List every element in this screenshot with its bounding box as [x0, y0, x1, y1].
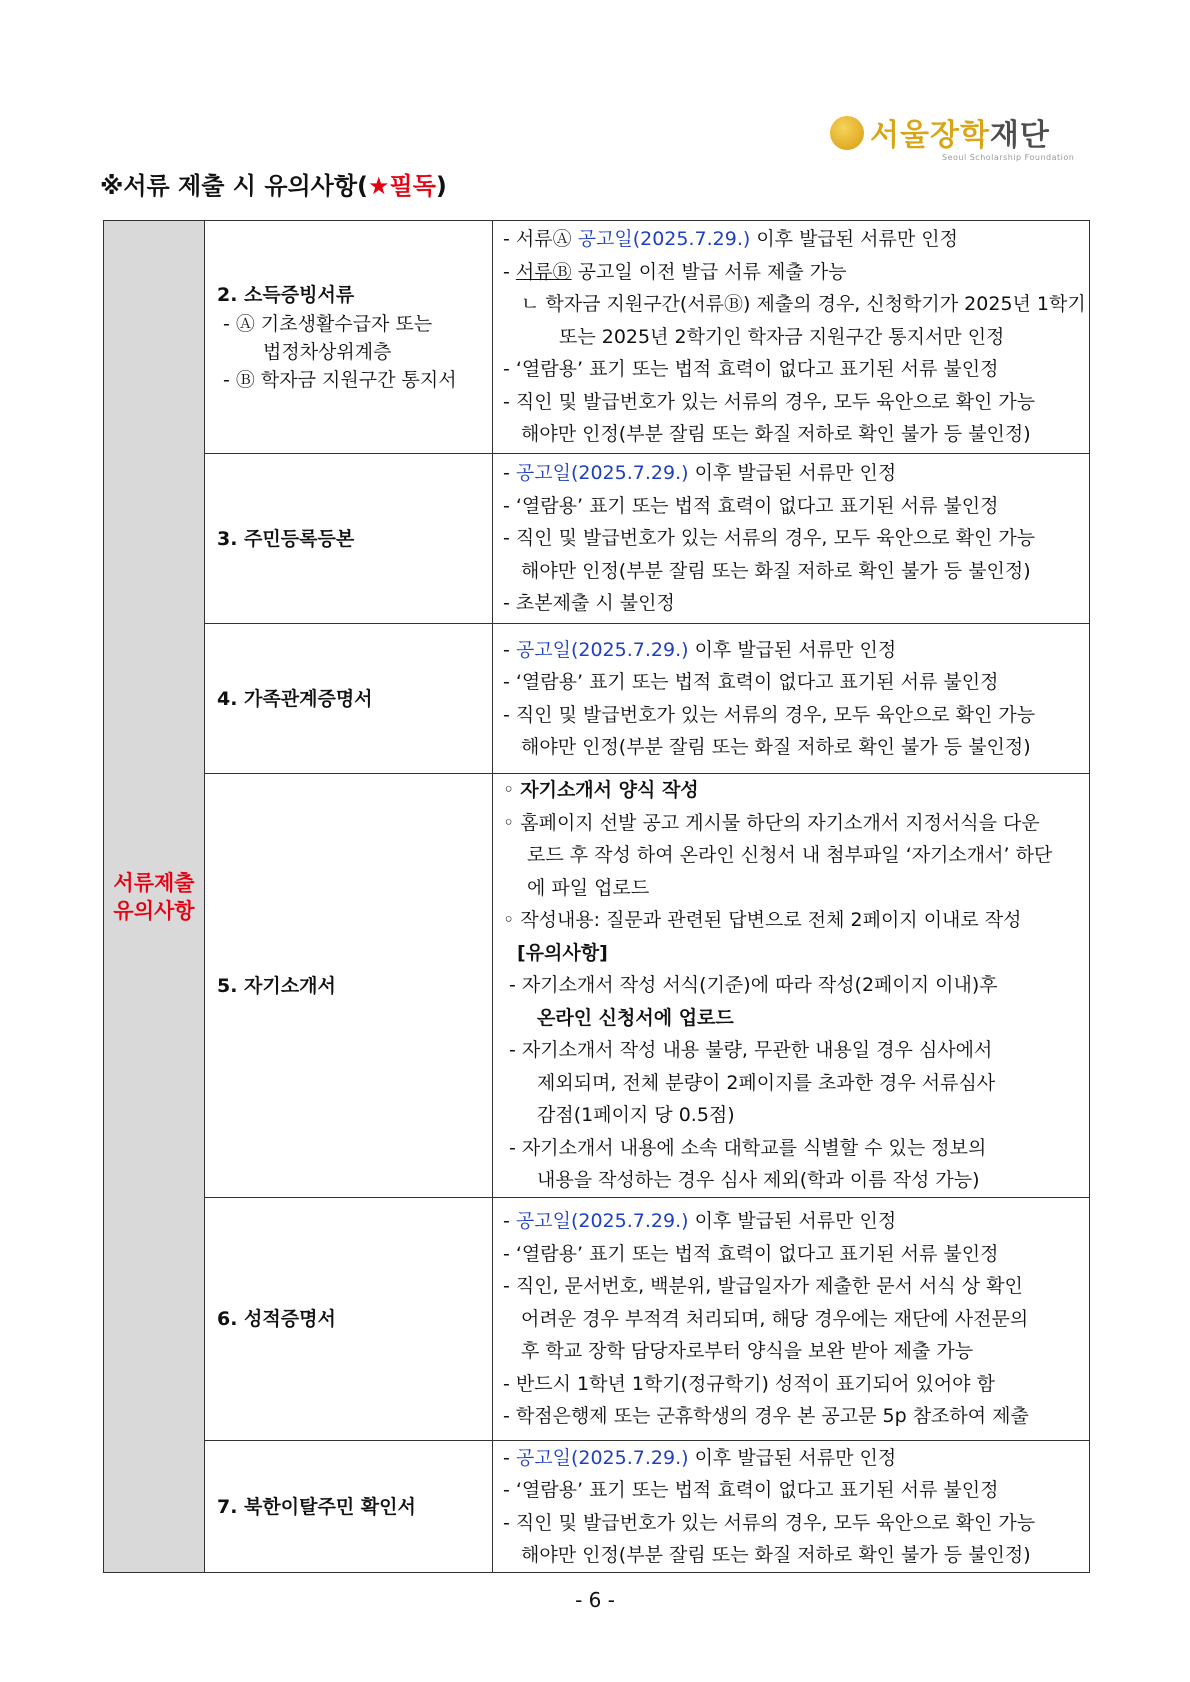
logo-seal-icon: [830, 116, 864, 150]
notice-line: 제외되며, 전체 분량이 2페이지를 초과한 경우 서류심사: [537, 1071, 996, 1094]
notice-line: - 직인 및 발급번호가 있는 서류의 경우, 모두 육안으로 확인 가능: [503, 703, 1036, 726]
notice-line: 해야만 인정(부분 잘림 또는 화질 저하로 확인 불가 등 불인정): [521, 423, 1031, 446]
logo-subtitle: Seoul Scholarship Foundation: [942, 153, 1075, 162]
notice-content-cell: [493, 454, 1090, 624]
table-row: [104, 1441, 1090, 1573]
notice-line: - 공고일(2025.7.29.) 이후 발급된 서류만 인정: [503, 1210, 897, 1233]
table-row: [104, 1198, 1090, 1441]
notice-line: [유의사항]: [517, 941, 608, 964]
document-subitem: - Ⓑ 학자금 지원구간 통지서: [223, 369, 457, 391]
notice-line: - 직인 및 발급번호가 있는 서류의 경우, 모두 육안으로 확인 가능: [503, 390, 1036, 413]
notice-line: 감점(1페이지 당 0.5점): [537, 1104, 735, 1127]
table-row: [104, 221, 1090, 454]
document-name: 4. 가족관계증명서: [217, 687, 373, 710]
foundation-logo: [830, 110, 1075, 170]
notice-line: - 직인 및 발급번호가 있는 서류의 경우, 모두 육안으로 확인 가능: [503, 1511, 1036, 1534]
page-number: - 6 -: [575, 1588, 615, 1612]
notice-line: - 자기소개서 작성 서식(기준)에 따라 작성(2페이지 이내)후: [509, 974, 998, 997]
notice-line: ◦ 작성내용: 질문과 관련된 답변으로 전체 2페이지 이내로 작성: [503, 909, 1022, 932]
notice-line: - 직인, 문서번호, 백분위, 발급일자가 제출한 문서 서식 상 확인: [503, 1275, 1023, 1298]
document-name-cell: [205, 774, 493, 1198]
document-name-cell: [205, 624, 493, 774]
document-name: 7. 북한이탈주민 확인서: [217, 1495, 416, 1518]
notice-line: - 반드시 1학년 1학기(정규학기) 성적이 표기되어 있어야 함: [503, 1372, 995, 1395]
document-name-cell: [205, 1441, 493, 1573]
notice-content-cell: [493, 221, 1090, 454]
notice-line: 에 파일 업로드: [527, 876, 650, 899]
notice-line: - 학점은행제 또는 군휴학생의 경우 본 공고문 5p 참조하여 제출: [503, 1405, 1029, 1428]
table-row: [104, 624, 1090, 774]
notice-line: - ‘열람용’ 표기 또는 법적 효력이 없다고 표기된 서류 불인정: [503, 671, 999, 693]
document-subitem: 법정차상위계층: [263, 341, 392, 363]
logo-text: 서울장학재단: [870, 118, 1050, 153]
document-name: 3. 주민등록등본: [217, 527, 355, 550]
document-name-cell: [205, 1198, 493, 1441]
notice-line: 해야만 인정(부분 잘림 또는 화질 저하로 확인 불가 등 불인정): [521, 1544, 1031, 1566]
page-title: ※서류 제출 시 유의사항(★필독): [100, 172, 447, 200]
table-row: [104, 454, 1090, 624]
notice-line: 해야만 인정(부분 잘림 또는 화질 저하로 확인 불가 등 불인정): [521, 736, 1031, 758]
notice-line: - 초본제출 시 불인정: [503, 592, 675, 615]
notice-line: - 서류Ⓑ 공고일 이전 발급 서류 제출 가능: [503, 260, 847, 283]
notice-line: 후 학교 장학 담당자로부터 양식을 보완 받아 제출 가능: [521, 1340, 974, 1363]
document-name: 2. 소득증빙서류: [217, 284, 355, 306]
notice-line: - ‘열람용’ 표기 또는 법적 효력이 없다고 표기된 서류 불인정: [503, 1242, 999, 1265]
notice-line: ◦ 자기소개서 양식 작성: [503, 779, 699, 802]
notice-line: 어려운 경우 부적격 처리되며, 해당 경우에는 재단에 사전문의: [521, 1307, 1029, 1330]
notice-line: ◦ 홈페이지 선발 공고 게시물 하단의 자기소개서 지정서식을 다운: [503, 811, 1040, 834]
notice-line: 내용을 작성하는 경우 심사 제외(학과 이름 작성 가능): [537, 1169, 980, 1192]
side-label-line: 서류제출: [113, 870, 195, 895]
document-subitems: [217, 310, 480, 394]
document-subitem: - Ⓐ 기초생활수급자 또는: [223, 313, 433, 335]
notice-content-cell: [493, 1198, 1090, 1441]
notice-content-cell: [493, 1441, 1090, 1573]
notice-line: - ‘열람용’ 표기 또는 법적 효력이 없다고 표기된 서류 불인정: [503, 1479, 999, 1501]
side-label-line: 유의사항: [113, 898, 195, 923]
table-row: [104, 774, 1090, 1198]
notice-line: 해야만 인정(부분 잘림 또는 화질 저하로 확인 불가 등 불인정): [521, 559, 1031, 582]
notice-content-cell: [493, 774, 1090, 1198]
notice-line: - ‘열람용’ 표기 또는 법적 효력이 없다고 표기된 서류 불인정: [503, 494, 999, 517]
notice-line: - ‘열람용’ 표기 또는 법적 효력이 없다고 표기된 서류 불인정: [503, 358, 999, 381]
notice-line: 온라인 신청서에 업로드: [537, 1006, 734, 1029]
notice-line: 로드 후 작성 하여 온라인 신청서 내 첨부파일 ‘자기소개서’ 하단: [527, 844, 1053, 867]
document-name-cell: [205, 221, 493, 454]
notice-line: - 서류Ⓐ 공고일(2025.7.29.) 이후 발급된 서류만 인정: [503, 228, 958, 251]
notice-line: ㄴ 학자금 지원구간(서류Ⓑ) 제출의 경우, 신청학기가 2025년 1학기: [521, 293, 1086, 316]
notice-line: - 공고일(2025.7.29.) 이후 발급된 서류만 인정: [503, 1446, 897, 1469]
notice-line: - 자기소개서 작성 내용 불량, 무관한 내용일 경우 심사에서: [509, 1039, 993, 1062]
notice-content-cell: [493, 624, 1090, 774]
notice-table: [103, 220, 1090, 1573]
star-icon: ★: [368, 172, 390, 200]
document-name-cell: [205, 454, 493, 624]
notice-line: - 자기소개서 내용에 소속 대학교를 식별할 수 있는 정보의: [509, 1136, 987, 1159]
notice-line: - 공고일(2025.7.29.) 이후 발급된 서류만 인정: [503, 462, 897, 485]
document-name: 5. 자기소개서: [217, 974, 336, 997]
notice-line: - 공고일(2025.7.29.) 이후 발급된 서류만 인정: [503, 638, 897, 661]
document-name: 6. 성적증명서: [217, 1308, 336, 1330]
side-label: [104, 221, 205, 1573]
notice-line: 또는 2025년 2학기인 학자금 지원구간 통지서만 인정: [559, 325, 1005, 348]
notice-line: - 직인 및 발급번호가 있는 서류의 경우, 모두 육안으로 확인 가능: [503, 527, 1036, 550]
